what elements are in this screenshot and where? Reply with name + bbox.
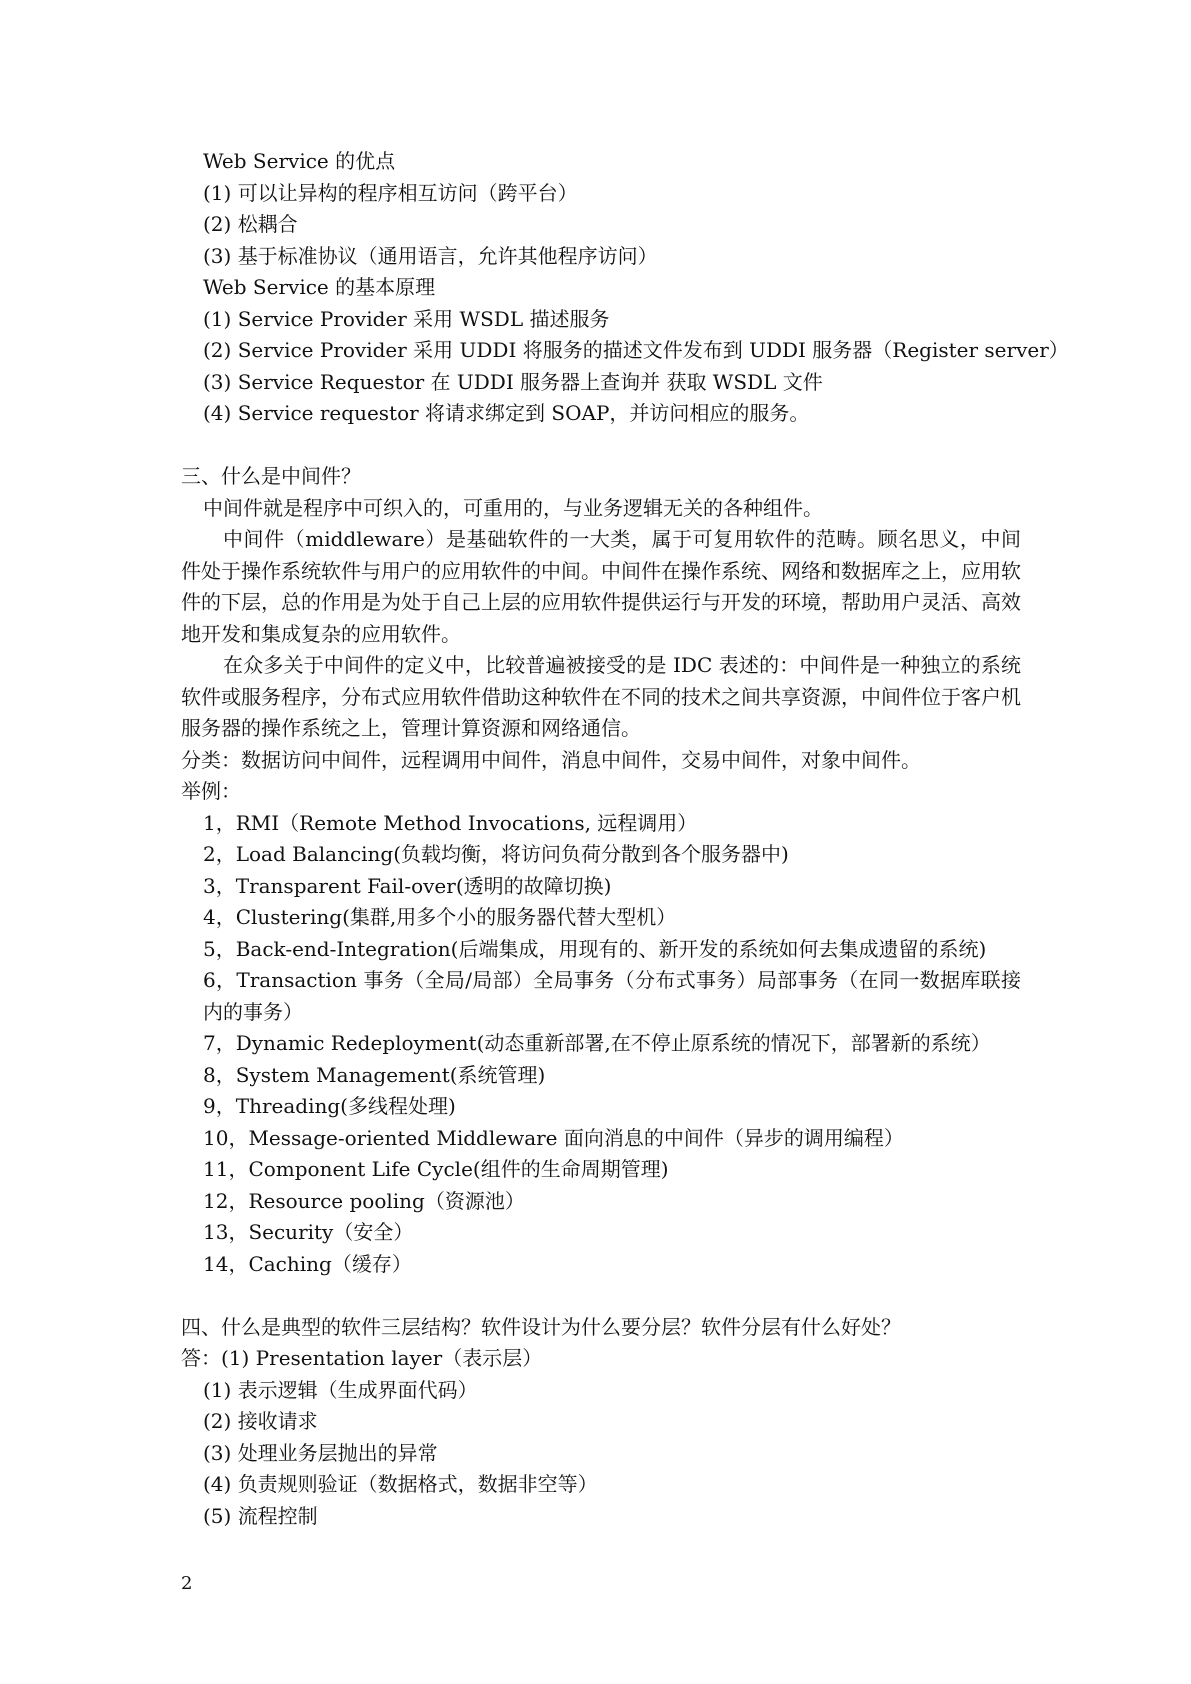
page-content [181, 146, 1069, 1532]
ws-advantage-item: (1) 可以让异构的程序相互访问（跨平台） [203, 180, 578, 205]
section-gap [181, 430, 1021, 462]
three-tier-item: (1) 表示逻辑（生成界面代码） [203, 1377, 478, 1402]
middleware-example-item: 3，Transparent Fail-over(透明的故障切换) [203, 873, 612, 898]
middleware-example-item: 1，RMI（Remote Method Invocations, 远程调用） [203, 810, 698, 835]
ws-advantage-item: (3) 基于标准协议（通用语言，允许其他程序访问） [203, 243, 658, 268]
three-tier-item: (5) 流程控制 [203, 1503, 318, 1528]
middleware-example-item: 8，System Management(系统管理) [203, 1062, 546, 1087]
middleware-example-item: 12，Resource pooling（资源池） [203, 1188, 525, 1213]
ws-advantage-item: (2) 松耦合 [203, 212, 298, 236]
middleware-example-item: 7，Dynamic Redeployment(动态重新部署,在不停止原系统的情况下，部署新的系统） [203, 1031, 991, 1055]
ws-principle-title: Web Service 的基本原理 [203, 275, 436, 299]
middleware-example-item: 2，Load Balancing(负载均衡，将访问负荷分散到各个服务器中) [203, 842, 789, 866]
middleware-example-item: 4，Clustering(集群,用多个小的服务器代替大型机） [203, 905, 677, 929]
three-tier-item: (3) 处理业务层抛出的异常 [203, 1440, 438, 1465]
middleware-paragraph: 中间件（middleware）是基础软件的一大类，属于可复用软件的范畴。顾名思义，中间件处于操作系统软件与用户的应用软件的中间。中间件在操作系统、网络和数据库之上，应用软件的下层，总的作用是为处于自己上层的应用软件提供运行与开发的环境，帮助用户灵活、高效地开发和集成复杂的应用软件。 [181, 527, 1021, 646]
middleware-example-item: 6，Transaction 事务（全局/局部）全局事务（分布式事务）局部事务（在同一数据库联接内的事务） [203, 968, 1021, 1024]
section-gap [181, 1280, 1021, 1312]
middleware-short-definition: 中间件就是程序中可织入的，可重用的，与业务逻辑无关的各种组件。 [203, 495, 823, 520]
ws-principle-item: (4) Service requestor 将请求绑定到 SOAP，并访问相应的服务。 [203, 401, 810, 425]
middleware-example-item: 13，Security（安全） [203, 1220, 414, 1244]
middleware-example-item: 9，Threading(多线程处理) [203, 1094, 456, 1118]
ws-principle-item: (3) Service Requestor 在 UDDI 服务器上查询并 获取 WSDL 文件 [203, 369, 823, 394]
middleware-example-item: 11，Component Life Cycle(组件的生命周期管理) [203, 1157, 669, 1181]
ws-principle-item: (2) Service Provider 采用 UDDI 将服务的描述文件发布到 UDDI 服务器（Register server） [203, 338, 1069, 362]
ws-advantages-title: Web Service 的优点 [203, 149, 396, 173]
middleware-example-item: 10，Message-oriented Middleware 面向消息的中间件（异步的调用编程） [203, 1125, 904, 1150]
ws-principle-item: (1) Service Provider 采用 WSDL 描述服务 [203, 306, 610, 331]
middleware-examples-label: 举例： [181, 779, 241, 803]
middleware-example-item: 14，Caching（缓存） [203, 1251, 412, 1276]
middleware-example-item: 5，Back-end-Integration(后端集成，用现有的、新开发的系统如何去集成遗留的系统) [203, 936, 987, 961]
middleware-paragraph: 在众多关于中间件的定义中，比较普遍被接受的是 IDC 表述的：中间件是一种独立的系统软件或服务程序，分布式应用软件借助这种软件在不同的技术之间共享资源，中间件位于客户机服务器的操作系统之上，管理计算资源和网络通信。 [181, 653, 1021, 740]
page-number: 2 [181, 1573, 193, 1594]
three-tier-item: (4) 负责规则验证（数据格式，数据非空等） [203, 1472, 598, 1496]
three-tier-answer: 答：(1) Presentation layer（表示层） [181, 1346, 543, 1370]
three-tier-heading: 四、什么是典型的软件三层结构？软件设计为什么要分层？软件分层有什么好处？ [181, 1314, 901, 1339]
middleware-categories: 分类：数据访问中间件，远程调用中间件，消息中间件，交易中间件，对象中间件。 [181, 747, 921, 772]
middleware-heading: 三、什么是中间件？ [181, 464, 361, 488]
three-tier-item: (2) 接收请求 [203, 1409, 318, 1433]
